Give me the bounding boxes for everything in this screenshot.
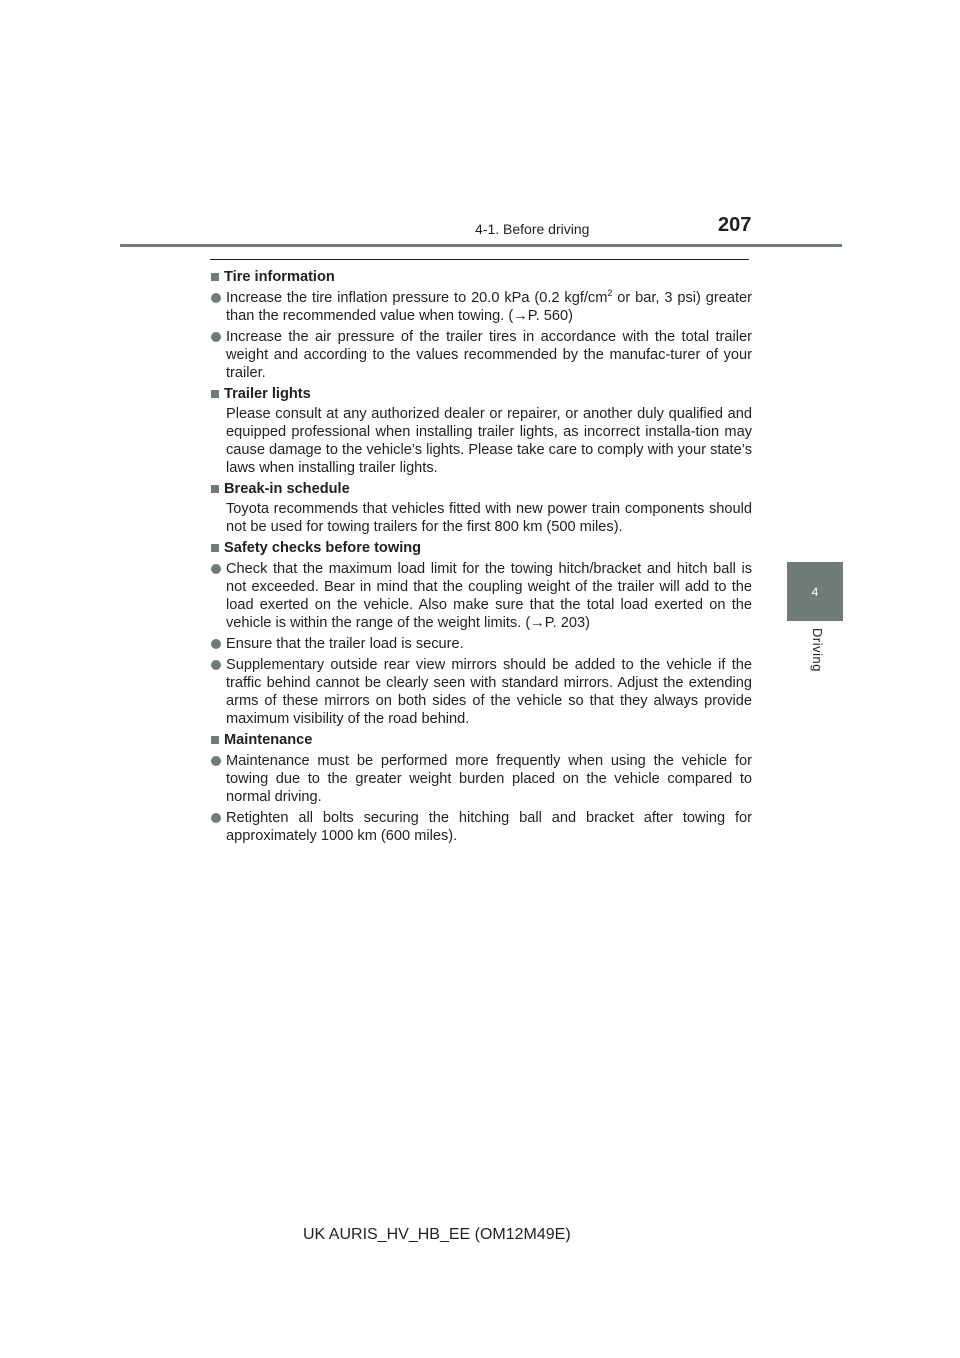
section-body: Please consult at any authorized dealer or repairer, or another duly qualified and equipped professional when installing trailer lights, as incorrect installa-tion may cause damage to the vehicle’s lights. Please take care to comply with your state’s laws when installing trailer lights. <box>226 406 752 476</box>
heading-text: Tire information <box>224 269 335 285</box>
page-number: 207 <box>718 214 752 236</box>
list-item <box>211 328 752 382</box>
square-bullet-icon <box>211 485 219 493</box>
manual-code: UK AURIS_HV_HB_EE (OM12M49E) <box>303 1226 571 1243</box>
superscript: 2 <box>607 288 613 299</box>
square-bullet-icon <box>211 390 219 398</box>
round-bullet-icon <box>211 756 221 766</box>
list-item <box>211 656 752 728</box>
section-trailer-lights <box>211 385 752 477</box>
section-heading <box>211 539 752 557</box>
list-item-text: Check that the maximum load limit for the towing hitch/bracket and hitch ball is not exceeded. Bear in mind that the coupling weight of the trailer will add to the load exerted on the vehicle. Also make sure that the total load exerted on the vehicle is within the range of the weight limits. (→P. 203) <box>226 561 752 631</box>
chapter-label: Driving <box>810 628 825 672</box>
heading-text: Maintenance <box>224 732 313 748</box>
list-item-text: Retighten all bolts securing the hitching ball and bracket after towing for approximately 1000 km (600 miles). <box>226 810 752 844</box>
section-heading <box>211 385 752 403</box>
section-heading <box>211 268 752 286</box>
list-item-text: Increase the air pressure of the trailer tires in accordance with the total trailer weight and according to the values recommended by the manufac-turer of your trailer. <box>226 329 752 381</box>
section-tire-information <box>211 268 752 382</box>
round-bullet-icon <box>211 293 221 303</box>
heading-text: Break-in schedule <box>224 481 350 497</box>
square-bullet-icon <box>211 544 219 552</box>
square-bullet-icon <box>211 273 219 281</box>
header-divider <box>120 244 842 247</box>
section-heading <box>211 731 752 749</box>
text-part: or bar, 3 psi) greater than the recommended value when towing. (→P. 560) <box>226 290 752 324</box>
section-break-in-schedule <box>211 480 752 536</box>
page-content <box>211 265 752 845</box>
section-title: 4-1. Before driving <box>475 221 590 237</box>
round-bullet-icon <box>211 564 221 574</box>
round-bullet-icon <box>211 660 221 670</box>
content-divider <box>210 259 749 260</box>
round-bullet-icon <box>211 639 221 649</box>
text-part: Increase the tire inflation pressure to 20.0 kPa (0.2 kgf/cm <box>226 290 608 306</box>
section-maintenance <box>211 731 752 845</box>
list-item-text: Maintenance must be performed more frequently when using the vehicle for towing due to the greater weight burden placed on the vehicle compared to normal driving. <box>226 753 752 805</box>
section-safety-checks <box>211 539 752 728</box>
square-bullet-icon <box>211 736 219 744</box>
list-item-text: Ensure that the trailer load is secure. <box>226 636 464 652</box>
heading-text: Safety checks before towing <box>224 540 422 556</box>
chapter-number: 4 <box>811 584 819 599</box>
list-item <box>211 289 752 325</box>
list-item <box>211 752 752 806</box>
section-body: Toyota recommends that vehicles fitted with new power train components should not be used for towing trailers for the first 800 km (500 miles). <box>226 501 752 535</box>
list-item <box>211 809 752 845</box>
heading-text: Trailer lights <box>224 386 311 402</box>
list-item-text: Supplementary outside rear view mirrors should be added to the vehicle if the traffic behind cannot be clearly seen with standard mirrors. Adjust the extending arms of these mirrors on both sides of the vehicle so that they always provide maximum visibility of the road behind. <box>226 657 752 727</box>
chapter-tab <box>787 562 843 621</box>
round-bullet-icon <box>211 813 221 823</box>
list-item-text <box>226 289 752 325</box>
section-heading <box>211 480 752 498</box>
list-item <box>211 560 752 632</box>
list-item <box>211 635 752 653</box>
round-bullet-icon <box>211 332 221 342</box>
